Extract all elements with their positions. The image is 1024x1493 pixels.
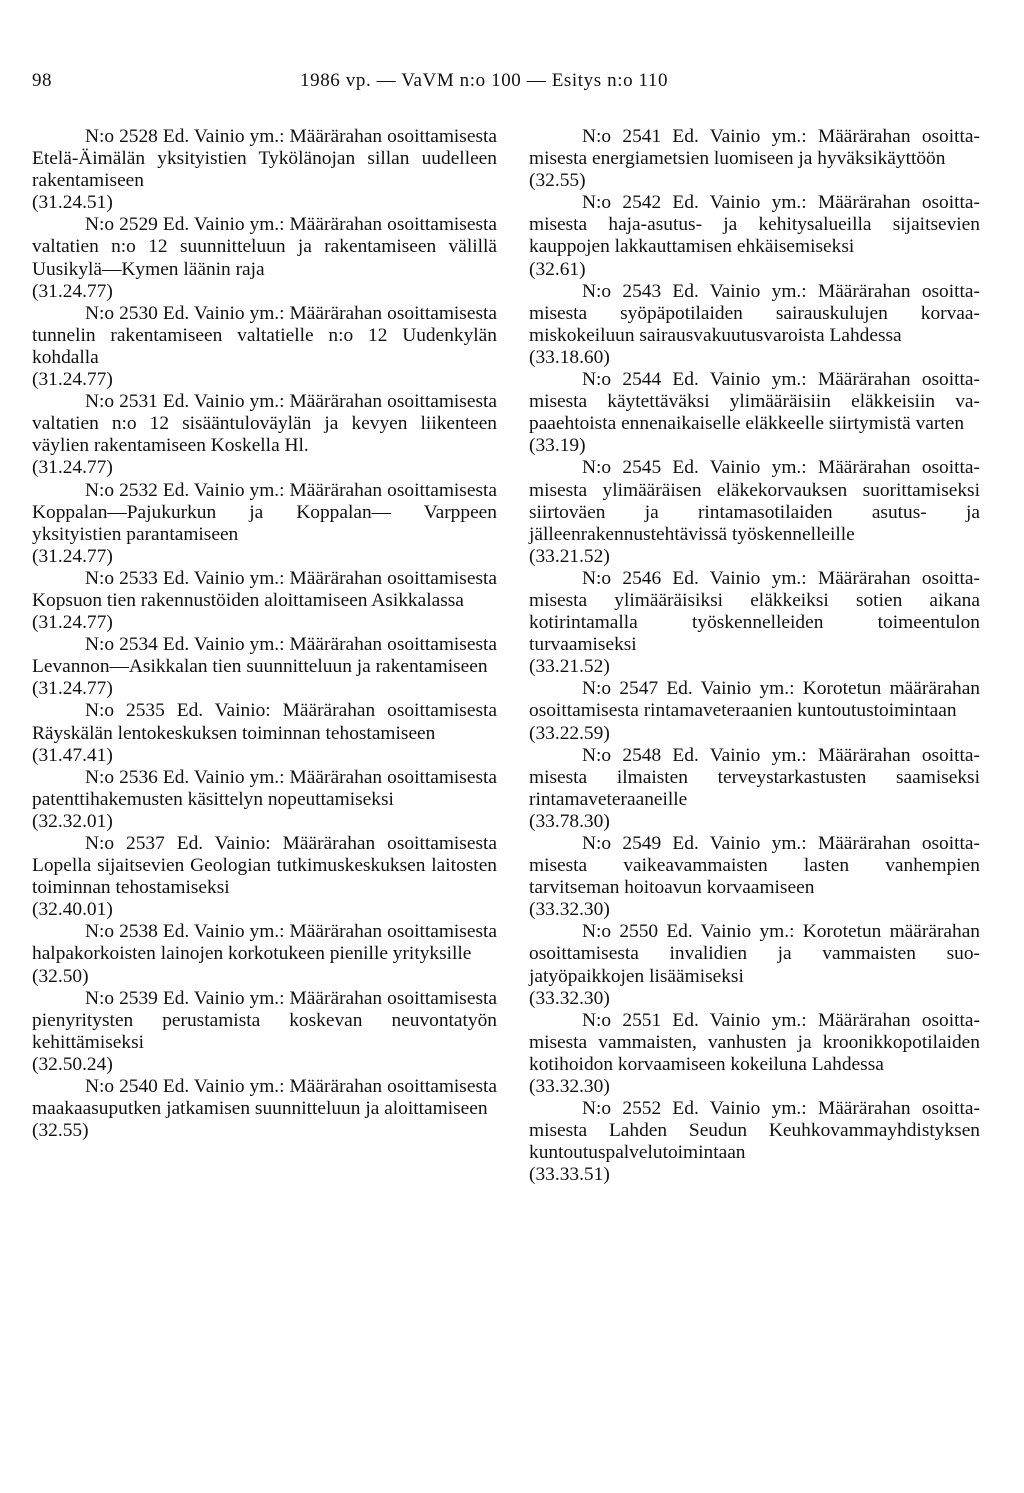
motion-entry	[32, 480, 497, 568]
motion-entry	[32, 634, 497, 700]
budget-code: (31.24.77)	[32, 280, 113, 302]
page-number: 98	[32, 70, 52, 91]
motion-text: N:o 2538 Ed. Vainio ym.: Määrärahan osoittamisesta halpakorkoisten lainojen korkotukeen pienille yrityksille	[32, 921, 497, 965]
motion-text: N:o 2530 Ed. Vainio ym.: Määrärahan osoittamisesta tunnelin rakentamiseen valtatielle n:o 12 Uudenkylän kohdalla	[32, 302, 497, 368]
motion-text: N:o 2544 Ed. Vainio ym.: Määrärahan osoittamisesta käytettäväksi ylimääräisiin eläkkeisiin vapaaehtoista ennenaikaiselle eläkkeelle siirtymistä varten	[529, 369, 980, 435]
budget-code: (33.22.59)	[529, 722, 610, 744]
motion-entry	[32, 214, 497, 302]
motion-text: N:o 2542 Ed. Vainio ym.: Määrärahan osoittamisesta haja-asutus- ja kehitysalueilla sijaitsevien kauppojen lakkauttamisen ehkäisemiseksi	[529, 192, 980, 258]
budget-code: (31.24.77)	[32, 369, 113, 391]
motion-entry	[529, 457, 980, 567]
budget-code: (31.47.41)	[32, 744, 113, 766]
budget-code: (33.19)	[529, 435, 586, 457]
motion-text: N:o 2537 Ed. Vainio: Määrärahan osoittamisesta Lopella sijaitsevien Geologian tutkimuskeskuksen laitosten toiminnan tehostamiseksi	[32, 833, 497, 899]
motion-entry	[32, 833, 497, 921]
budget-code: (32.55)	[529, 170, 586, 192]
motion-entry	[529, 921, 980, 1009]
budget-code: (33.18.60)	[529, 346, 610, 368]
motion-entry	[529, 745, 980, 833]
budget-code: (31.24.77)	[32, 457, 113, 479]
motion-text: N:o 2536 Ed. Vainio ym.: Määrärahan osoittamisesta patenttihakemusten käsittelyn nopeuttamiseksi	[32, 766, 497, 810]
motion-text: N:o 2543 Ed. Vainio ym.: Määrärahan osoittamisesta syöpäpotilaiden sairauskulujen korvaamiskokeiluun sairausvakuutusvaroista Lahdessa	[529, 280, 980, 346]
motion-entry	[529, 281, 980, 369]
motion-text: N:o 2528 Ed. Vainio ym.: Määrärahan osoittamisesta Etelä-Äimälän yksityistien Tykölänojan sillan uudelleen rakentamiseen	[32, 126, 497, 192]
budget-code: (33.33.51)	[529, 1164, 610, 1186]
motion-entry	[32, 921, 497, 987]
budget-code: (33.32.30)	[529, 899, 610, 921]
budget-code: (31.24.77)	[32, 612, 113, 634]
motion-entry	[32, 126, 497, 214]
motion-text: N:o 2546 Ed. Vainio ym.: Määrärahan osoittamisesta ylimääräisiksi eläkkeiksi sotien aikana kotirintamalla työskennelleiden toimeentulon turvaamiseksi	[529, 567, 980, 656]
motion-text: N:o 2545 Ed. Vainio ym.: Määrärahan osoittamisesta ylimääräisen eläkekorvauksen suorittamiseksi siirtoväen ja rintamasotilaiden asutus- ja jälleenrakennustehtävissä työskennelleille	[529, 457, 980, 545]
motion-text: N:o 2531 Ed. Vainio ym.: Määrärahan osoittamisesta valtatien n:o 12 sisääntuloväylän ja kevyen liikenteen väylien rakentamiseen Koskella Hl.	[32, 391, 497, 457]
budget-code: (33.78.30)	[529, 810, 610, 832]
budget-code: (33.32.30)	[529, 1076, 610, 1098]
motion-text: N:o 2540 Ed. Vainio ym.: Määrärahan osoittamisesta maakaasuputken jatkamisen suunnitteluun ja aloittamiseen	[32, 1076, 497, 1120]
budget-code: (32.61)	[529, 258, 586, 280]
motion-text: N:o 2549 Ed. Vainio ym.: Määrärahan osoittamisesta vaikeavammaisten lasten vanhempien tarvitseman hoitoavun korvaamiseen	[529, 833, 980, 899]
motion-entry	[529, 369, 980, 457]
budget-code: (32.55)	[32, 1120, 89, 1142]
motion-text: N:o 2541 Ed. Vainio ym.: Määrärahan osoittamisesta energiametsien luomiseen ja hyväksikäyttöön	[529, 126, 980, 170]
motion-entry	[529, 126, 980, 192]
budget-code: (32.50)	[32, 965, 89, 987]
motion-entry	[32, 988, 497, 1076]
motion-text: N:o 2533 Ed. Vainio ym.: Määrärahan osoittamisesta Kopsuon tien rakennustöiden aloittamiseen Asikkalassa	[32, 567, 497, 611]
budget-code: (31.24.77)	[32, 545, 113, 567]
budget-code: (32.50.24)	[32, 1053, 113, 1075]
motion-text: N:o 2539 Ed. Vainio ym.: Määrärahan osoittamisesta pienyritysten perustamista koskevan neuvontatyön kehittämiseksi	[32, 987, 497, 1053]
motion-text: N:o 2547 Ed. Vainio ym.: Korotetun määrärahan osoittamisesta rintamaveteraanien kuntoutustoimintaan	[529, 678, 980, 722]
right-column	[529, 126, 980, 1187]
motion-entry	[529, 1098, 980, 1186]
motion-text: N:o 2535 Ed. Vainio: Määrärahan osoittamisesta Räyskälän lentokeskuksen toiminnan tehostamiseen	[32, 700, 497, 744]
budget-code: (33.32.30)	[529, 987, 610, 1009]
left-column	[32, 126, 497, 1142]
motion-entry	[32, 568, 497, 634]
running-title: 1986 vp. — VaVM n:o 100 — Esitys n:o 110	[300, 70, 669, 91]
motion-entry	[529, 678, 980, 744]
motion-entry	[32, 700, 497, 766]
motion-text: N:o 2529 Ed. Vainio ym.: Määrärahan osoittamisesta valtatien n:o 12 suunnitteluun ja rakentamiseen välillä Uusikylä—Kymen läänin raja	[32, 214, 497, 280]
budget-code: (32.32.01)	[32, 810, 113, 832]
motion-entry	[529, 192, 980, 280]
motion-text: N:o 2534 Ed. Vainio ym.: Määrärahan osoittamisesta Levannon—Asikkalan tien suunnitteluun ja rakentamiseen	[32, 634, 497, 678]
budget-code: (31.24.51)	[32, 192, 113, 214]
motion-entry	[32, 767, 497, 833]
motion-text: N:o 2551 Ed. Vainio ym.: Määrärahan osoittamisesta vammaisten, vanhusten ja kroonikkopotilaiden kotihoidon korvaamiseen kokeiluna Lahdessa	[529, 1009, 980, 1075]
motion-text: N:o 2532 Ed. Vainio ym.: Määrärahan osoittamisesta Koppalan—Pajukurkun ja Koppalan— Varppeen yksityistien parantamiseen	[32, 479, 497, 545]
motion-entry	[32, 1076, 497, 1142]
motion-entry	[32, 303, 497, 391]
motion-text: N:o 2548 Ed. Vainio ym.: Määrärahan osoittamisesta ilmaisten terveystarkastusten saamiseksi rintamaveteraaneille	[529, 744, 980, 810]
motion-text: N:o 2550 Ed. Vainio ym.: Korotetun määrärahan osoittamisesta invalidien ja vammaisten suojatyöpaikkojen lisäämiseksi	[529, 921, 980, 987]
motion-text: N:o 2552 Ed. Vainio ym.: Määrärahan osoittamisesta Lahden Seudun Keuhkovammayhdistyksen kuntoutuspalvelutoimintaan	[529, 1098, 980, 1164]
budget-code: (31.24.77)	[32, 678, 113, 700]
budget-code: (33.21.52)	[529, 656, 610, 678]
motion-entry	[32, 391, 497, 479]
motion-entry	[529, 1010, 980, 1098]
budget-code: (32.40.01)	[32, 899, 113, 921]
motion-entry	[529, 568, 980, 678]
budget-code: (33.21.52)	[529, 545, 610, 567]
motion-entry	[529, 833, 980, 921]
